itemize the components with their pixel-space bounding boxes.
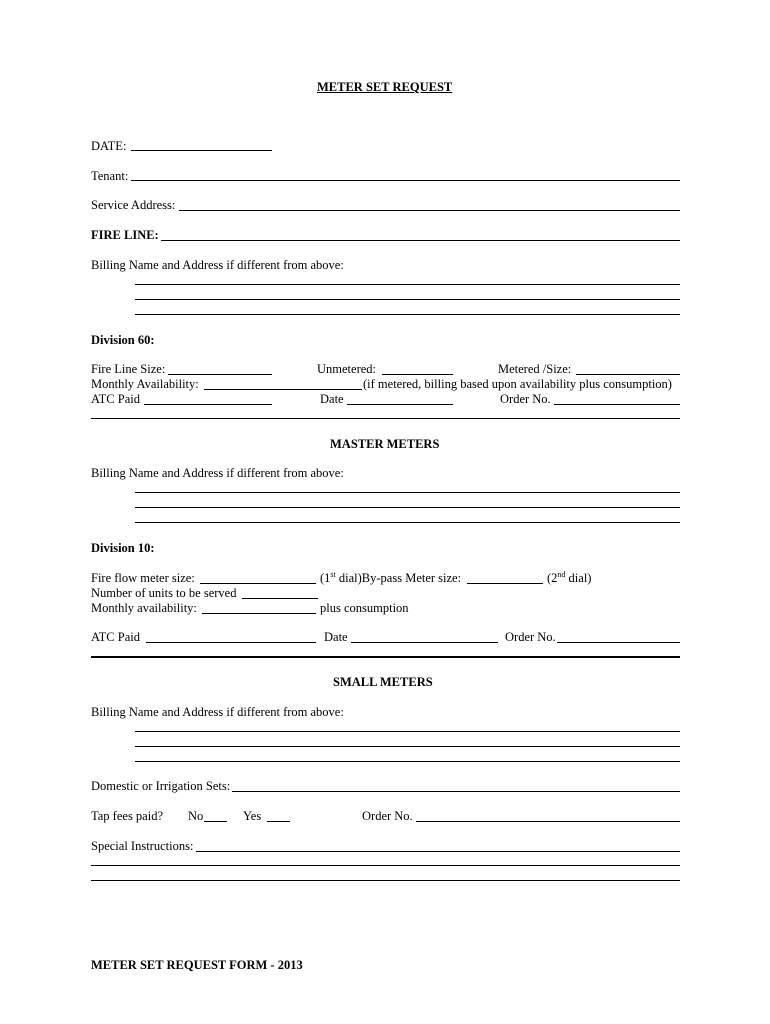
order-no-label-div10: Order No. <box>505 630 556 644</box>
small-billing-line-1[interactable] <box>135 731 680 732</box>
fire-line-size-field[interactable] <box>168 374 272 375</box>
date-field-div60[interactable] <box>347 404 453 405</box>
atc-paid-label-div10: ATC Paid <box>91 630 140 644</box>
small-billing-label: Billing Name and Address if different from above: <box>91 705 344 719</box>
domestic-irrigation-field[interactable] <box>232 791 680 792</box>
atc-paid-label: ATC Paid <box>91 392 140 406</box>
plus-consumption: plus consumption <box>320 601 409 615</box>
date-label-div10: Date <box>324 630 348 644</box>
small-billing-line-3[interactable] <box>135 761 680 762</box>
dial2-label: (2nd dial) <box>547 569 592 585</box>
tenant-label: Tenant: <box>91 169 129 183</box>
atc-paid-field-div10[interactable] <box>146 642 316 643</box>
dial1-label: (1st dial)By-pass Meter size: <box>320 569 462 585</box>
master-billing-line-3[interactable] <box>135 522 680 523</box>
domestic-irrigation-label: Domestic or Irrigation Sets: <box>91 779 231 793</box>
fire-flow-label: Fire flow meter size: <box>91 571 195 585</box>
section-divider-thick <box>91 656 680 658</box>
monthly-availability-label-div10: Monthly availability: <box>91 601 197 615</box>
tap-fees-yes-label: Yes <box>243 809 262 823</box>
special-instructions-line-3[interactable] <box>91 880 680 881</box>
form-footer: METER SET REQUEST FORM - 2013 <box>91 958 303 972</box>
billing-line-3[interactable] <box>135 314 680 315</box>
units-served-label: Number of units to be served <box>91 586 237 600</box>
unmetered-label: Unmetered: <box>317 362 377 376</box>
tap-fees-no-label: No <box>188 809 204 823</box>
tap-fees-yes-field[interactable] <box>267 821 290 822</box>
bypass-meter-field[interactable] <box>467 583 543 584</box>
tap-fees-no-field[interactable] <box>204 821 227 822</box>
fire-line-size-label: Fire Line Size: <box>91 362 166 376</box>
form-title: METER SET REQUEST <box>317 80 453 94</box>
service-address-label: Service Address: <box>91 198 176 212</box>
order-no-field-div10[interactable] <box>557 642 680 643</box>
date-label: DATE: <box>91 139 127 153</box>
unmetered-field[interactable] <box>382 374 453 375</box>
monthly-availability-field-div10[interactable] <box>202 613 316 614</box>
billing-line-2[interactable] <box>135 299 680 300</box>
atc-paid-field[interactable] <box>144 404 272 405</box>
tap-fees-label: Tap fees paid? <box>91 809 164 823</box>
order-no-label-div60: Order No. <box>500 392 551 406</box>
division-60-heading: Division 60: <box>91 333 155 347</box>
special-instructions-line-1[interactable] <box>196 851 680 852</box>
fire-line-label: FIRE LINE: <box>91 228 159 242</box>
service-address-field[interactable] <box>179 210 680 211</box>
master-billing-line-2[interactable] <box>135 507 680 508</box>
order-no-label-small: Order No. <box>362 809 413 823</box>
order-no-field-div60[interactable] <box>554 404 680 405</box>
master-billing-label: Billing Name and Address if different from above: <box>91 466 344 480</box>
master-billing-line-1[interactable] <box>135 492 680 493</box>
availability-note: (if metered, billing based upon availability plus consumption) <box>363 377 672 391</box>
date-field-div10[interactable] <box>351 642 498 643</box>
units-served-field[interactable] <box>242 598 318 599</box>
billing-line-1[interactable] <box>135 284 680 285</box>
small-meters-heading: SMALL METERS <box>333 675 433 689</box>
order-no-field-small[interactable] <box>416 821 680 822</box>
fire-line-field[interactable] <box>161 240 680 241</box>
metered-size-label: Metered /Size: <box>498 362 572 376</box>
billing-label: Billing Name and Address if different from above: <box>91 258 344 272</box>
section-divider <box>91 418 680 419</box>
date-field[interactable] <box>131 150 272 151</box>
small-billing-line-2[interactable] <box>135 746 680 747</box>
date-label-div60: Date <box>320 392 344 406</box>
master-meters-heading: MASTER METERS <box>330 437 440 451</box>
fire-flow-field[interactable] <box>200 583 316 584</box>
metered-size-field[interactable] <box>576 374 680 375</box>
special-instructions-label: Special Instructions: <box>91 839 194 853</box>
tenant-field[interactable] <box>131 180 680 181</box>
monthly-availability-label: Monthly Availability: <box>91 377 199 391</box>
special-instructions-line-2[interactable] <box>91 865 680 866</box>
division-10-heading: Division 10: <box>91 541 155 555</box>
monthly-availability-field[interactable] <box>204 389 362 390</box>
